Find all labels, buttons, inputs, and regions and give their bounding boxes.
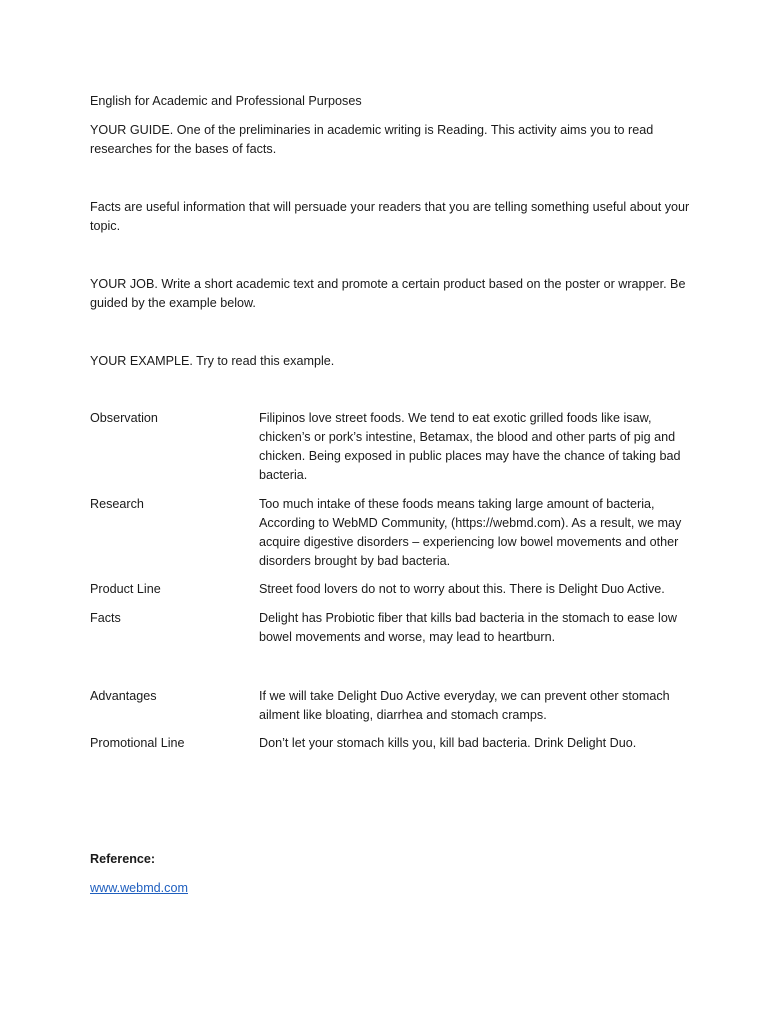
- reference-heading: Reference:: [90, 852, 156, 866]
- job-paragraph: YOUR JOB. Write a short academic text and promote a certain product based on the poster or wrapper. Be guided by the example below.: [90, 277, 686, 310]
- row-label-promotional-line: Promotional Line: [90, 736, 185, 750]
- reference-link-row: [90, 879, 690, 898]
- row-label-observation: Observation: [90, 411, 158, 425]
- row-text-product-line: Street food lovers do not to worry about this. There is Delight Duo Active.: [259, 582, 665, 596]
- row-text-promotional-line: Don’t let your stomach kills you, kill bad bacteria. Drink Delight Duo.: [259, 736, 637, 750]
- row-text-research: Too much intake of these foods means taking large amount of bacteria, According to WebMD Community, (https://webmd.com). As a result, we may acquire digestive disorders – experiencing low bowel movements and other disorders brought by bad bacteria.: [259, 497, 682, 568]
- facts-intro-paragraph: Facts are useful information that will persuade your readers that you are telling something useful about your topic.: [90, 200, 690, 233]
- row-text-facts: Delight has Probiotic fiber that kills bad bacteria in the stomach to ease low bowel movements and worse, may lead to heartburn.: [259, 611, 677, 644]
- guide-paragraph: YOUR GUIDE. One of the preliminaries in academic writing is Reading. This activity aims you to read researches for the bases of facts.: [90, 123, 654, 156]
- reference-link[interactable]: www.webmd.com: [90, 881, 188, 895]
- row-label-advantages: Advantages: [90, 689, 157, 703]
- document-title: English for Academic and Professional Purposes: [90, 94, 362, 108]
- row-text-advantages: If we will take Delight Duo Active everyday, we can prevent other stomach ailment like bloating, diarrhea and stomach cramps.: [259, 689, 670, 722]
- row-label-product-line: Product Line: [90, 582, 161, 596]
- row-label-facts: Facts: [90, 611, 121, 625]
- row-label-research: Research: [90, 497, 144, 511]
- example-paragraph: YOUR EXAMPLE. Try to read this example.: [90, 354, 335, 368]
- row-text-observation: Filipinos love street foods. We tend to eat exotic grilled foods like isaw, chicken’s or pork’s intestine, Betamax, the blood and other parts of pig and chicken. Being exposed in public places may have the chance of taking bad bacteria.: [259, 411, 681, 482]
